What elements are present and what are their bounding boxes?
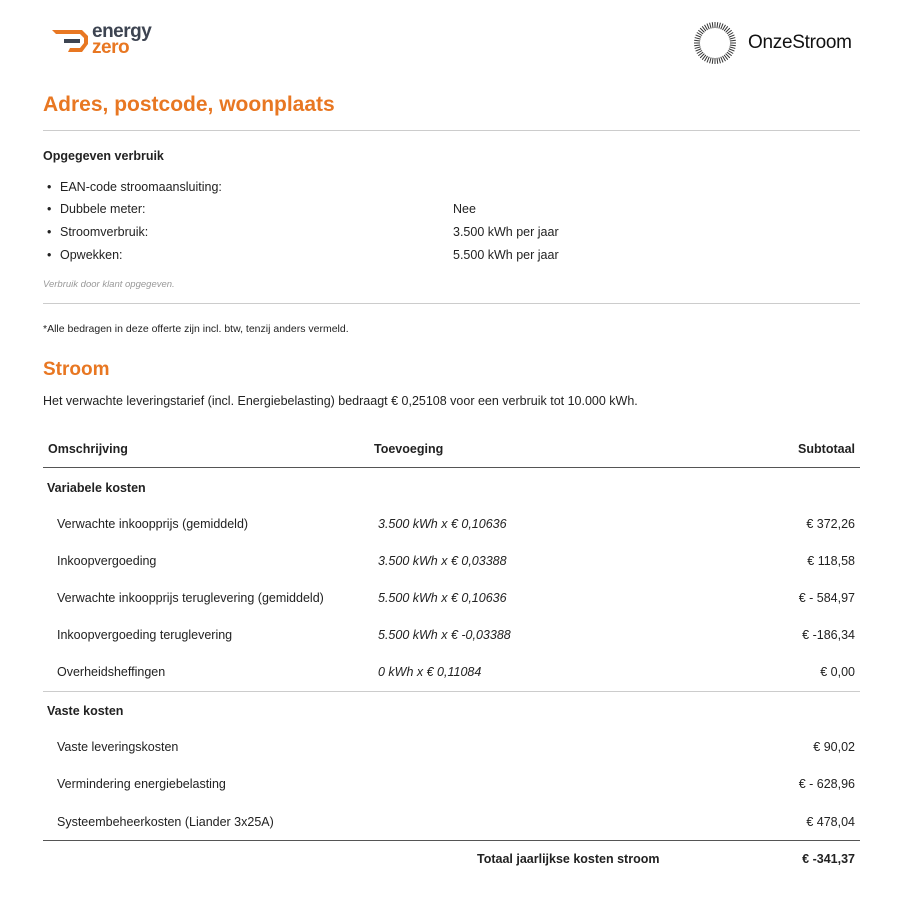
usage-item: • Dubbele meter:: [47, 202, 146, 216]
column-header: Omschrijving: [48, 442, 128, 456]
total-label: Totaal jaarlijkse kosten stroom: [477, 852, 660, 866]
row-subtotal: € 0,00: [820, 665, 855, 679]
row-description: Vaste leveringskosten: [57, 740, 179, 754]
row-description: Verwachte inkoopprijs teruglevering (gemiddeld): [57, 591, 324, 605]
section-title-stroom: Stroom: [43, 359, 110, 380]
divider: [43, 691, 860, 692]
row-description: Inkoopvergoeding: [57, 554, 157, 568]
divider: [43, 130, 860, 131]
usage-item: • Opwekken:: [47, 248, 123, 262]
row-calculation: 3.500 kWh x € 0,03388: [378, 554, 507, 568]
usage-value: 3.500 kWh per jaar: [453, 225, 559, 239]
disclaimer: *Alle bedragen in deze offerte zijn incl. btw, tenzij anders vermeld.: [43, 323, 349, 335]
row-calculation: 5.500 kWh x € -0,03388: [378, 628, 511, 642]
row-subtotal: € 478,04: [806, 815, 855, 829]
column-header: Subtotaal: [798, 442, 855, 456]
row-description: Verwachte inkoopprijs (gemiddeld): [57, 517, 249, 531]
divider: [43, 840, 860, 841]
section-fixed-costs: Vaste kosten: [47, 704, 124, 718]
usage-note: Verbruik door klant opgegeven.: [43, 279, 175, 290]
row-subtotal: € - 584,97: [798, 591, 855, 605]
section-variable-costs: Variabele kosten: [47, 481, 146, 495]
usage-value: Nee: [453, 202, 476, 216]
energyzero-wordmark: energy zero: [92, 21, 152, 58]
row-description: Systeembeheerkosten (Liander 3x25A): [57, 815, 274, 829]
row-description: Inkoopvergoeding teruglevering: [57, 628, 233, 642]
row-calculation: 5.500 kWh x € 0,10636: [378, 591, 507, 605]
usage-value: 5.500 kWh per jaar: [453, 248, 559, 262]
total-value: € -341,37: [802, 852, 855, 866]
onzestroom-wordmark: OnzeStroom: [748, 32, 852, 53]
row-calculation: 3.500 kWh x € 0,10636: [378, 517, 507, 531]
divider: [43, 467, 860, 468]
usage-item: • Stroomverbruik:: [47, 225, 149, 239]
column-header: Toevoeging: [374, 442, 444, 456]
energyzero-wing-icon: [52, 28, 92, 58]
row-subtotal: € -186,34: [802, 628, 855, 642]
onzestroom-sun-icon: [692, 20, 738, 66]
tariff-intro: Het verwachte leveringstarief (incl. Energiebelasting) bedraagt € 0,25108 voor een verbruik tot 10.000 kWh.: [43, 394, 638, 408]
row-subtotal: € 90,02: [813, 740, 855, 754]
usage-heading: Opgegeven verbruik: [43, 149, 164, 163]
energyzero-logo: [52, 21, 162, 60]
divider: [43, 303, 860, 304]
row-subtotal: € - 628,96: [798, 777, 855, 791]
row-description: Vermindering energiebelasting: [57, 777, 226, 791]
row-calculation: 0 kWh x € 0,11084: [378, 665, 482, 679]
row-subtotal: € 372,26: [806, 517, 855, 531]
page-title: Adres, postcode, woonplaats: [43, 93, 335, 116]
row-description: Overheidsheffingen: [57, 665, 166, 679]
usage-item: • EAN-code stroomaansluiting:: [47, 180, 222, 194]
row-subtotal: € 118,58: [807, 554, 855, 568]
onzestroom-logo: [692, 20, 862, 66]
